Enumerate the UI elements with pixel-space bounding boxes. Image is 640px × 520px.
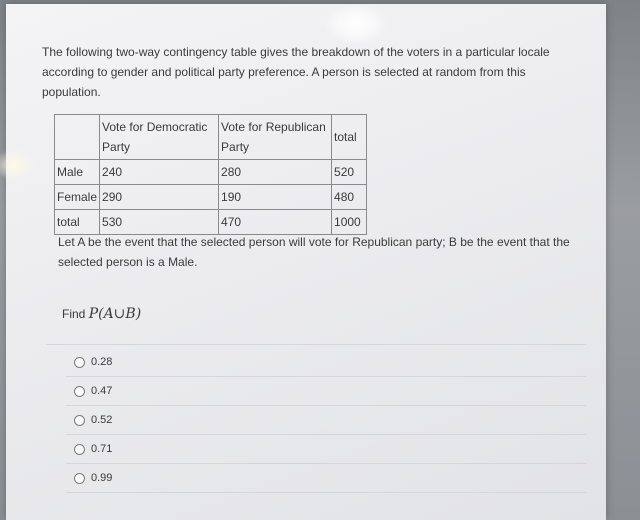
- option-label: 0.71: [91, 443, 113, 455]
- table-cell: 1000: [332, 210, 367, 235]
- answer-option[interactable]: [66, 406, 586, 435]
- table-row: [55, 160, 367, 185]
- answer-options: [66, 348, 586, 493]
- question-text: [42, 42, 582, 102]
- find-prompt: [62, 306, 141, 322]
- prompt-expression: P(A∪B): [88, 306, 142, 322]
- table-cell: 280: [219, 160, 332, 185]
- table-cell: 290: [100, 185, 219, 210]
- table-cell: 240: [100, 160, 219, 185]
- answer-option[interactable]: [66, 464, 586, 493]
- answer-option[interactable]: [66, 348, 586, 377]
- question-line: The following two-way contingency table gives the breakdown of the voters in a particular locale: [42, 45, 550, 59]
- screen-glare: [326, 4, 386, 44]
- option-label: 0.28: [91, 356, 113, 368]
- table-header-row: [55, 115, 367, 160]
- event-definition: [58, 232, 588, 272]
- radio-button[interactable]: [74, 415, 85, 426]
- table-header-cell: total: [332, 115, 367, 160]
- question-line: population.: [42, 85, 101, 99]
- table-header-cell: Vote for Republican Party: [219, 115, 332, 160]
- table-cell: 470: [219, 210, 332, 235]
- event-line: Let A be the event that the selected person will vote for Republican party; B be the event that the: [58, 235, 570, 249]
- table-row: [55, 210, 367, 235]
- table-header-cell: [55, 115, 100, 160]
- event-line: selected person is a Male.: [58, 255, 198, 269]
- table-cell: Male: [55, 160, 100, 185]
- table-cell: 190: [219, 185, 332, 210]
- contingency-table: [54, 114, 367, 235]
- radio-button[interactable]: [74, 386, 85, 397]
- option-label: 0.52: [91, 414, 113, 426]
- table-cell: 480: [332, 185, 367, 210]
- table-header-cell: Vote for Democratic Party: [100, 115, 219, 160]
- prompt-label: Find: [62, 307, 86, 321]
- divider: [46, 344, 586, 345]
- answer-option[interactable]: [66, 377, 586, 406]
- table-row: [55, 185, 367, 210]
- answer-option[interactable]: [66, 435, 586, 464]
- question-line: according to gender and political party preference. A person is selected at random from this: [42, 65, 526, 79]
- light-glare: [0, 150, 34, 180]
- table-cell: 520: [332, 160, 367, 185]
- screen: [6, 4, 606, 520]
- table-cell: 530: [100, 210, 219, 235]
- option-label: 0.47: [91, 385, 113, 397]
- radio-button[interactable]: [74, 444, 85, 455]
- radio-button[interactable]: [74, 357, 85, 368]
- table-cell: Female: [55, 185, 100, 210]
- radio-button[interactable]: [74, 473, 85, 484]
- option-label: 0.99: [91, 472, 113, 484]
- table-cell: total: [55, 210, 100, 235]
